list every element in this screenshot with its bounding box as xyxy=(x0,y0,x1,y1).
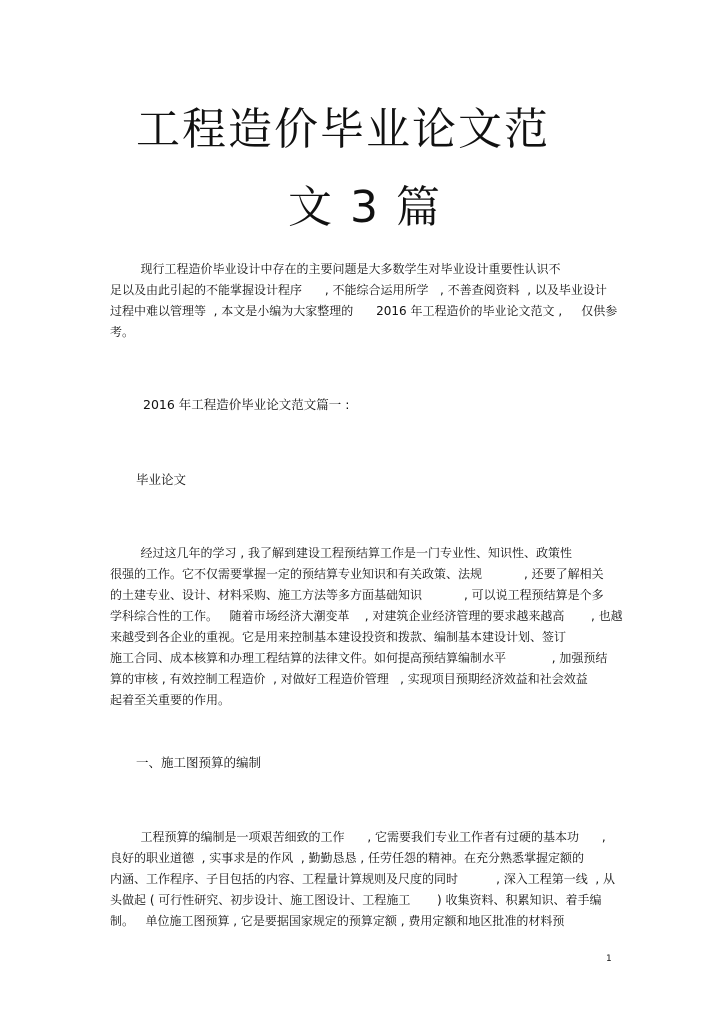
body-line: 内涵、工作程序、子目包括的内容、工程量计算规则及尺度的同时 , 深入工程第一线 , 从 xyxy=(110,872,616,886)
body-line: 工程预算的编制是一项艰苦细致的工作 , 它需要我们专业工作者有过硬的基本功 , xyxy=(110,830,606,844)
body-line: 起着至关重要的作用。 xyxy=(110,693,231,707)
intro-line: 考。 xyxy=(110,325,135,339)
intro-line: 足以及由此引起的不能掌握设计程序 , 不能综合运用所学 , 不善查阅资料 , 以及毕业设计 xyxy=(110,283,607,297)
intro-line: 过程中难以管理等 , 本文是小编为大家整理的 2016 年工程造价的毕业论文范文 , 仅供参 xyxy=(110,304,618,318)
intro-line: 现行工程造价毕业设计中存在的主要问题是大多数学生对毕业设计重要性认识不 xyxy=(110,262,561,276)
body-line: 学科综合性的工作。 随着市场经济大潮变革 , 对建筑企业经济管理的要求越来越高 , 也越 xyxy=(110,609,623,623)
intro-paragraph xyxy=(110,259,620,343)
document-title-line-2: 文 3 篇 xyxy=(288,182,442,233)
body-line: 算的审核 , 有效控制工程造价 , 对做好工程造价管理 , 实现项目预期经济效益和社会效益 xyxy=(110,672,588,686)
body-line: 的土建专业、设计、材料采购、施工方法等多方面基础知识 , 可以说工程预结算是个多 xyxy=(110,588,604,602)
body-paragraph-1 xyxy=(110,543,623,711)
section-heading: 2016 年工程造价毕业论文范文篇一 : xyxy=(143,397,350,412)
page-number: 1 xyxy=(606,954,612,964)
thesis-label: 毕业论文 xyxy=(136,472,187,487)
subsection-heading: 一、施工图预算的编制 xyxy=(136,755,262,770)
body-line: 经过这几年的学习 , 我了解到建设工程预结算工作是一门专业性、知识性、政策性 xyxy=(110,546,572,560)
body-paragraph-2 xyxy=(110,827,620,932)
body-line: 很强的工作。它不仅需要掌握一定的预结算专业知识和有关政策、法规 , 还要了解相关 xyxy=(110,567,604,581)
body-line: 施工合同、成本核算和办理工程结算的法律文件。如何提高预结算编制水平 , 加强预结 xyxy=(110,651,608,665)
body-line: 来越受到各企业的重视。它是用来控制基本建设投资和拨款、编制基本建设计划、签订 xyxy=(110,630,567,644)
body-line: 良好的职业道德 , 实事求是的作风 , 勤勤恳恳 , 任劳任怨的精神。在充分熟悉掌握定额的 xyxy=(110,851,584,865)
body-line: 制。 单位施工图预算 , 它是要据国家规定的预算定额 , 费用定额和地区批准的材料预 xyxy=(110,914,565,928)
document-title-line-1: 工程造价毕业论文范 xyxy=(136,104,550,155)
body-line: 头做起 ( 可行性研究、初步设计、施工图设计、工程施工 ) 收集资料、积累知识、着手编 xyxy=(110,893,602,907)
